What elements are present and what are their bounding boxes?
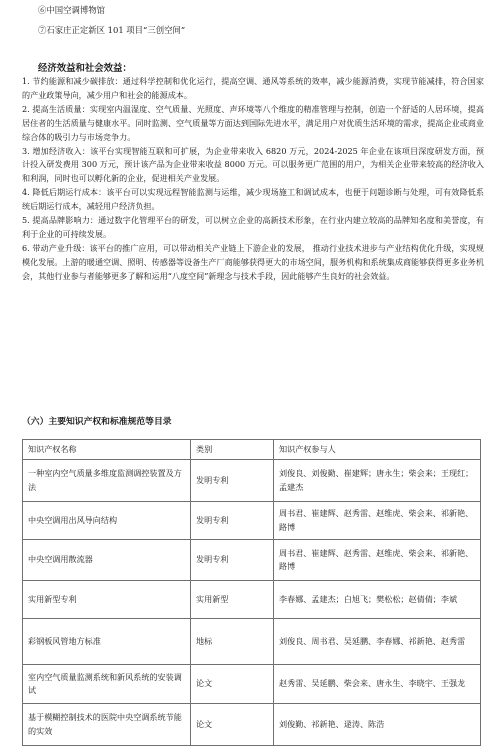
column-header-name: 知识产权名称 (23, 440, 191, 460)
ip-category-cell: 发明专利 (191, 460, 274, 502)
column-header-category: 类别 (191, 440, 274, 460)
table-row (23, 502, 481, 540)
benefit-paragraph: 1. 节约能源和减少碳排放：通过科学控制和优化运行，提高空调、通风等系统的效率，减少能源消费，实现节能减排，符合国家的产业政策导向，减少用户和社会的能源成本。 (22, 76, 484, 100)
ip-category-cell: 实用新型 (191, 581, 274, 619)
benefits-body (22, 75, 484, 284)
ip-participants-cell: 刘俊勤、祁新艳、逯涛、陈浩 (274, 704, 481, 746)
table-row (23, 460, 481, 502)
table-row (23, 704, 481, 746)
benefits-heading: 经济效益和社会效益： (38, 63, 132, 74)
ip-category-cell: 发明专利 (191, 540, 274, 581)
ip-participants-cell: 李春娜、孟建杰；白旭飞；樊松松；赵倩倩；李斌 (274, 581, 481, 619)
table-row (23, 619, 481, 665)
ip-name-cell: 中央空调用出风导向结构 (23, 502, 191, 540)
list-item-project: ⑦石家庄正定新区 101 项目“三创空间” (38, 25, 186, 35)
benefit-paragraph: 2. 提高生活质量：实现室内温湿度、空气质量、光照度、声环境等八个维度的精准管理与控制，创造一个舒适的人居环境，提高居住者的生活质量与健康水平。同时监测、空气质量等方面达到国际先进水平，满足用户对优质生活环境的需求，提高企业或商业综合体的吸引力与市场竞争力。 (22, 103, 484, 142)
benefit-paragraph: 4. 降低后期运行成本：该平台可以实现远程智能监测与运维，减少现场施工和调试成本，也便于问题诊断与处理，可有效降低系统后期运行成本，减轻用户经济负担。 (22, 187, 484, 212)
ip-category-cell: 论文 (191, 665, 274, 704)
ip-participants-cell: 刘俊良、周书君、吴延鹏、李春娜、祁新艳、赵秀雷 (274, 619, 481, 665)
ip-table (22, 439, 481, 746)
ip-participants-cell: 周书君、崔建辉、赵秀雷、赵维虎、柴会来、祁新艳、路博 (274, 540, 481, 581)
ip-name-cell: 实用新型专利 (23, 581, 191, 619)
benefit-paragraph: 6. 带动产业升级：该平台的推广应用，可以带动相关产业链上下游企业的发展， 推动行业技术进步与产业结构优化升级，实现规模化发展。上游的暖通空调、照明、传感器等设备生产厂商能够获得更大的市场空间，服务机构和系统集成商能够获得更多业务机会，其他行业参与者能够更多了解和运用“八度空间”新理念与技术手段，因此能够产生良好的社会效益。 (22, 242, 484, 281)
ip-name-cell: 中央空调用散流器 (23, 540, 191, 581)
ip-name-cell: 彩钢板风管地方标准 (23, 619, 191, 665)
table-header-row (23, 440, 481, 460)
ip-participants-cell: 周书君、崔建辉、赵秀雷、赵维虎、柴会来、祁新艳、路博 (274, 502, 481, 540)
ip-category-cell: 论文 (191, 704, 274, 746)
table-row (23, 665, 481, 704)
ip-section-title: （六）主要知识产权和标准规范等目录 (22, 417, 172, 427)
ip-name-cell: 室内空气质量监测系统和新风系统的安装调试 (23, 665, 191, 704)
benefit-paragraph: 3. 增加经济收入：该平台实现智能互联和可扩展，为企业带来收入 6820 万元，2024-2025 年企业在该项目深度研发方面，预计投入研发费用 300 万元，预计该产品为企业带来收益 8000 万元。可以服务更广范围的用户，为相关企业带来较高的经济收入和利润，同时也可以孵化新的企业，促进相关产业发展。 (22, 145, 484, 184)
ip-category-cell: 地标 (191, 619, 274, 665)
table-row (23, 581, 481, 619)
ip-category-cell: 发明专利 (191, 502, 274, 540)
column-header-participants: 知识产权参与人 (274, 440, 481, 460)
ip-name-cell: 基于模糊控制技术的医院中央空调系统节能的实效 (23, 704, 191, 746)
ip-participants-cell: 刘俊良、刘俊勤、崔建辉；唐永生；柴会来；王现红；孟建杰 (274, 460, 481, 502)
ip-participants-cell: 赵秀雷、吴延鹏、柴会来、唐永生、李晓宇、王强龙 (274, 665, 481, 704)
ip-name-cell: 一种室内空气质量多维度监测调控装置及方法 (23, 460, 191, 502)
benefit-paragraph: 5. 提高品牌影响力：通过数字化管理平台的研发，可以树立企业的高新技术形象，在行业内建立较高的品牌知名度和美誉度，有利于企业的可持续发展。 (22, 215, 484, 239)
table-row (23, 540, 481, 581)
list-item-museum: ⑥中国空调博物馆 (38, 5, 105, 15)
